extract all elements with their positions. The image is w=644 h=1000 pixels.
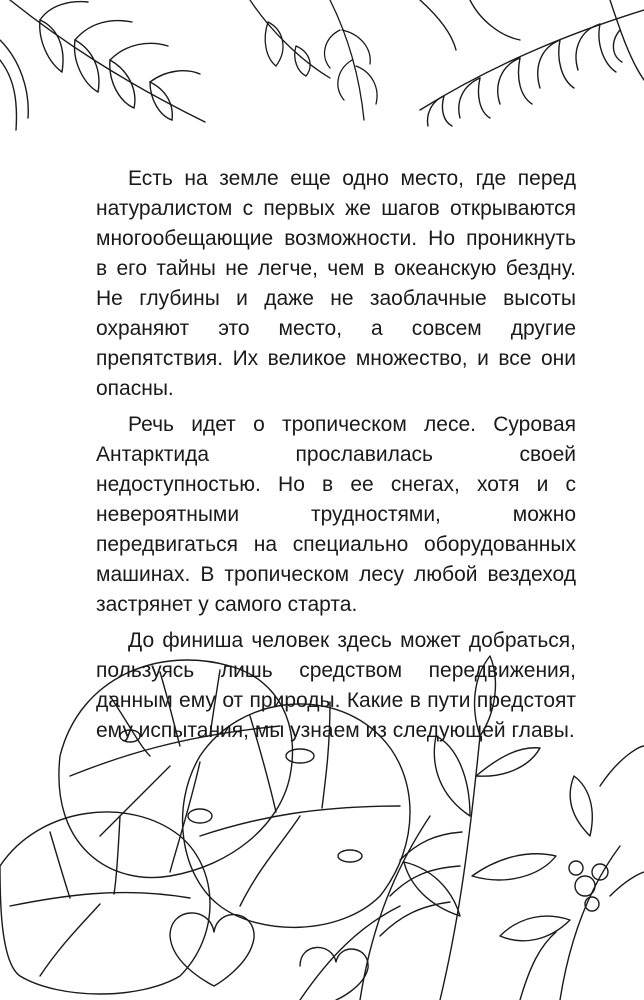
monstera-plants-illustration — [0, 636, 644, 1000]
paragraph-3: До финиша человек здесь может добраться, пользуясь лишь средством передвижения, данным ему от природы. Какие в пути предстоят ему испытания, мы узнаем из следующей главы. — [96, 629, 576, 742]
paragraph-1: Есть на земле еще одно место, где перед натуралистом с первых же шагов открываются многообещающие возможности. Но проникнуть в его тайны не легче, чем в океанскую бездну. Не глубины и даже не заоблачные высоты охраняют это место, а совсем другие препятствия. Их великое множество, и все они опасны. — [96, 167, 576, 400]
fern-fronds-illustration — [0, 0, 644, 150]
paragraph-2: Речь идет о тропическом лесе. Суровая Антарктида прославилась своей недоступностью. Но в ее снегах, хотя и с невероятными трудностями, можно передвигаться на специально оборудованных машинах. В тропическом лесу любой вездеход застрянет у самого старта. — [96, 413, 576, 616]
